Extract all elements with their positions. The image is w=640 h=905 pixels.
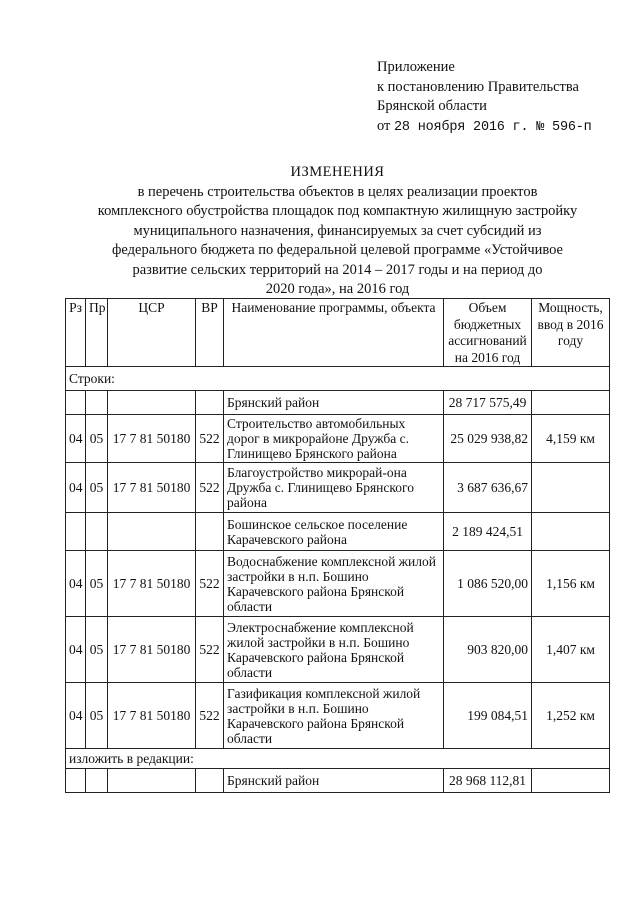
cell-csr: 17 7 81 50180 <box>108 617 196 683</box>
cell-name: Брянский район <box>224 769 444 793</box>
cell-amount: 903 820,00 <box>444 617 532 683</box>
table-row <box>66 391 610 415</box>
header-vr: ВР <box>196 299 224 367</box>
section-row <box>66 367 610 391</box>
cell-capacity: 1,407 км <box>532 617 610 683</box>
cell-pr: 05 <box>86 415 108 463</box>
heading-line: федерального бюджета по федеральной целевой программе «Устойчивое <box>111 242 563 258</box>
section-row <box>66 749 610 769</box>
cell-rz: 04 <box>66 617 86 683</box>
cell-pr: 05 <box>86 463 108 513</box>
appendix-date <box>377 117 592 138</box>
cell-pr: 05 <box>86 551 108 617</box>
cell-rz: 04 <box>66 463 86 513</box>
cell-vr: 522 <box>196 415 224 463</box>
appendix-line-1: Приложение <box>377 59 455 75</box>
heading-line: в перечень строительства объектов в целях реализации проектов <box>137 183 538 200</box>
cell-rz: 04 <box>66 415 86 463</box>
cell-name: Электроснабжение комплексной жилой застройки в н.п. Бошино Карачевского района Брянской области <box>224 617 444 683</box>
cell-vr: 522 <box>196 683 224 749</box>
document-heading <box>60 163 615 300</box>
heading-line: комплексного обустройства площадок под компактную жилищную застройку <box>97 203 578 219</box>
cell-pr: 05 <box>86 683 108 749</box>
header-pr: Пр <box>86 299 108 367</box>
header-volume: Объем бюджетных ассигнований на 2016 год <box>444 299 532 367</box>
cell-name: Газификация комплексной жилой застройки в н.п. Бошино Карачевского района Брянской области <box>224 683 444 749</box>
appendix-line-3: Брянской области <box>377 98 487 114</box>
table-row <box>66 683 610 749</box>
table-row <box>66 551 610 617</box>
section-label-rows: Строки: <box>66 367 610 391</box>
cell-capacity <box>532 463 610 513</box>
header-capacity: Мощность, ввод в 2016 году <box>532 299 610 367</box>
date-prefix: от <box>377 117 391 134</box>
cell-name: Строительство автомобильных дорог в микрорайоне Дружба с. Глинищево Брянского района <box>224 415 444 463</box>
cell-amount: 25 029 938,82 <box>444 415 532 463</box>
date-value: 28 ноября 2016 г. № 596-п <box>394 119 592 135</box>
cell-amount: 28 717 575,49 <box>444 391 532 415</box>
header-row <box>66 299 610 367</box>
cell-amount: 199 084,51 <box>444 683 532 749</box>
header-rz: Рз <box>66 299 86 367</box>
header-csr: ЦСР <box>108 299 196 367</box>
cell-amount: 2 189 424,51 <box>444 513 532 551</box>
heading-line: развитие сельских территорий на 2014 – 2017 годы и на период до <box>132 261 543 278</box>
table-row <box>66 415 610 463</box>
cell-name: Брянский район <box>224 391 444 415</box>
cell-name: Благоустройство микрорай-она Дружба с. Глинищево Брянского района <box>224 463 444 513</box>
cell-name: Водоснабжение комплексной жилой застройки в н.п. Бошино Карачевского района Брянской области <box>224 551 444 617</box>
heading-line: 2020 года», на 2016 год <box>265 281 410 297</box>
table-row <box>66 769 610 793</box>
cell-vr: 522 <box>196 617 224 683</box>
header-name: Наименование программы, объекта <box>224 299 444 367</box>
cell-amount: 3 687 636,67 <box>444 463 532 513</box>
cell-name: Бошинское сельское поселение Карачевского района <box>224 513 444 551</box>
cell-csr: 17 7 81 50180 <box>108 463 196 513</box>
appendix-line-2: к постановлению Правительства <box>377 78 579 95</box>
section-label-edit: изложить в редакции: <box>66 749 610 769</box>
table-row <box>66 463 610 513</box>
cell-amount: 28 968 112,81 <box>444 769 532 793</box>
cell-vr: 522 <box>196 463 224 513</box>
appendix-block <box>377 58 592 137</box>
cell-pr: 05 <box>86 617 108 683</box>
heading-title: ИЗМЕНЕНИЯ <box>290 164 385 180</box>
cell-csr: 17 7 81 50180 <box>108 683 196 749</box>
cell-rz: 04 <box>66 683 86 749</box>
cell-csr: 17 7 81 50180 <box>108 415 196 463</box>
cell-amount: 1 086 520,00 <box>444 551 532 617</box>
table-row <box>66 617 610 683</box>
cell-capacity: 1,156 км <box>532 551 610 617</box>
cell-capacity: 1,252 км <box>532 683 610 749</box>
cell-csr: 17 7 81 50180 <box>108 551 196 617</box>
table-row <box>66 513 610 551</box>
changes-table <box>65 298 610 793</box>
cell-vr: 522 <box>196 551 224 617</box>
heading-line: муниципального назначения, финансируемых за счет субсидий из <box>133 222 542 239</box>
cell-capacity: 4,159 км <box>532 415 610 463</box>
cell-rz: 04 <box>66 551 86 617</box>
